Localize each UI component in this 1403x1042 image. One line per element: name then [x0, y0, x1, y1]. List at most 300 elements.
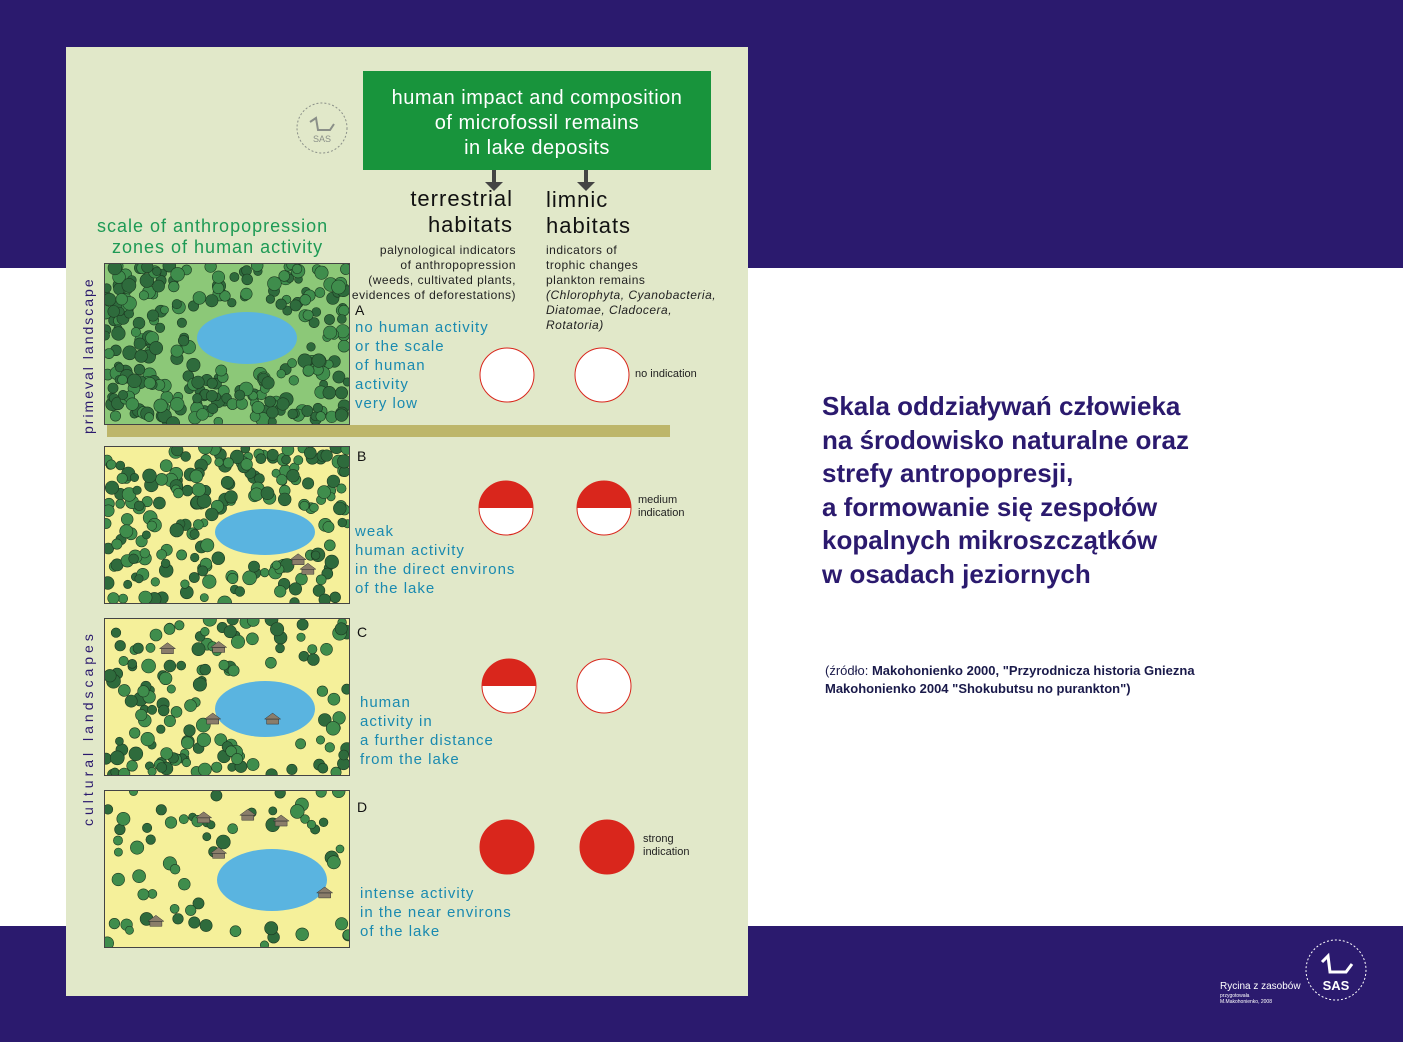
tree	[241, 288, 253, 300]
terrestrial-sub-3: (weeds, cultivated plants,	[368, 273, 516, 287]
tree	[153, 497, 165, 509]
row-c-letter: C	[357, 624, 368, 640]
tree	[133, 870, 146, 883]
tree	[230, 926, 241, 937]
row-a-line-5: very low	[355, 395, 419, 412]
tree	[215, 458, 224, 467]
tree	[246, 633, 258, 645]
polish-title-line-3: strefy antropopresji,	[822, 458, 1074, 488]
tree	[337, 484, 346, 493]
tree	[248, 561, 259, 572]
tree	[296, 739, 306, 749]
tree	[323, 521, 334, 532]
row-c-terrestrial-indicator	[479, 656, 539, 716]
tree	[318, 486, 331, 499]
indicator-empty-half	[479, 508, 533, 535]
row-a-line-1: no human activity	[355, 319, 489, 336]
tree	[335, 409, 348, 422]
tree	[198, 763, 211, 775]
limnic-subtitle	[546, 243, 716, 333]
tree	[108, 383, 118, 393]
lake	[217, 849, 327, 911]
row-d-limnic-indicator	[577, 817, 637, 877]
tree	[219, 660, 229, 670]
limnic-sub-5: Diatomae, Cladocera,	[546, 303, 673, 317]
tree	[121, 513, 133, 525]
tree	[139, 591, 152, 603]
medium-indication-label	[638, 494, 684, 520]
tree	[118, 390, 127, 399]
tree	[206, 390, 217, 401]
tree	[141, 732, 155, 746]
tree	[337, 455, 349, 468]
tree	[197, 409, 209, 421]
tree	[131, 327, 140, 336]
tree	[185, 700, 197, 712]
tree	[173, 488, 183, 498]
scale-label: scale of anthropopression	[97, 216, 329, 236]
tree	[133, 486, 141, 494]
tree	[192, 483, 205, 496]
tree	[157, 550, 167, 560]
tree	[247, 758, 259, 770]
sas-logo-icon	[294, 100, 350, 156]
tree	[223, 458, 233, 468]
tree	[193, 678, 206, 691]
tree	[252, 401, 264, 413]
tree	[326, 721, 340, 735]
tree	[182, 485, 193, 496]
tree	[117, 473, 127, 483]
strong-indication-line-1: strong	[643, 833, 674, 845]
tree	[289, 376, 299, 386]
strong-indication-label	[643, 833, 689, 859]
lake	[215, 681, 315, 737]
tree	[154, 399, 168, 413]
tree	[224, 625, 236, 637]
tree	[193, 394, 202, 403]
strong-indication-line-2: indication	[643, 846, 690, 858]
tree	[324, 314, 334, 324]
tree	[315, 288, 325, 298]
tree	[339, 750, 349, 760]
indicator-fill	[482, 659, 536, 686]
tree	[312, 354, 326, 368]
row-a-text	[355, 318, 489, 413]
polish-title-line-2: na środowisko naturalne oraz	[822, 424, 1189, 455]
tree	[150, 629, 162, 641]
indicator-empty-half	[482, 686, 536, 713]
row-a-line-3: of human	[355, 357, 426, 374]
tree	[307, 343, 316, 352]
row-a-line-4: activity	[355, 376, 409, 393]
tree	[118, 684, 130, 696]
tree	[324, 540, 335, 551]
tree	[130, 841, 143, 854]
tree	[302, 478, 313, 489]
tree	[151, 578, 160, 587]
tree	[158, 705, 169, 716]
row-b-terrestrial-indicator	[476, 478, 536, 538]
tree	[205, 508, 218, 521]
tree	[171, 267, 185, 281]
tree	[315, 266, 328, 279]
tree	[328, 693, 340, 705]
tree	[171, 706, 182, 717]
indicator-outline	[480, 820, 534, 874]
row-c-line-1: human	[360, 694, 411, 711]
tree	[228, 824, 238, 834]
tree	[261, 487, 274, 500]
tree	[310, 503, 319, 512]
tree	[112, 873, 125, 886]
tree	[200, 664, 211, 675]
tree	[267, 407, 279, 419]
sas-logo-bottom-text: SAS	[1322, 978, 1350, 993]
tree	[153, 267, 162, 276]
tree	[300, 501, 309, 510]
tree	[167, 685, 175, 693]
tree	[211, 791, 222, 801]
tree	[316, 736, 324, 744]
tree	[190, 470, 203, 483]
tree	[145, 413, 154, 422]
tree	[230, 272, 239, 281]
tree	[308, 645, 317, 654]
tree	[165, 817, 177, 829]
limnic-title	[546, 187, 631, 239]
tree	[110, 751, 124, 765]
tree	[170, 523, 184, 537]
tree	[142, 264, 154, 273]
tree	[181, 737, 193, 749]
tree	[205, 264, 217, 272]
limnic-sub-3: plankton remains	[546, 273, 646, 287]
tree	[105, 349, 114, 359]
tree	[164, 624, 175, 635]
tree	[235, 587, 245, 597]
row-b-line-2: human activity	[355, 542, 465, 559]
tree	[170, 397, 184, 411]
tree	[225, 491, 238, 504]
tree	[335, 623, 347, 635]
tree	[243, 571, 257, 585]
tree	[136, 709, 147, 720]
header-line-3: in lake deposits	[464, 137, 610, 159]
tree	[266, 295, 275, 304]
row-c-line-4: from the lake	[360, 751, 460, 768]
tree	[142, 531, 150, 539]
tree	[117, 812, 130, 825]
tree	[128, 659, 137, 668]
row-c-line-2: activity in	[360, 713, 433, 730]
tree	[241, 459, 253, 471]
divider-bar	[107, 425, 670, 437]
row-c-line-3: a further distance	[360, 732, 494, 749]
indicator-outline	[580, 820, 634, 874]
credit-text	[1220, 980, 1301, 1005]
polish-title-line-1: Skala oddziaływań człowieka	[822, 391, 1181, 421]
tree	[200, 919, 212, 931]
tree	[321, 450, 333, 462]
row-b-line-1: weak	[355, 523, 395, 540]
tree	[256, 454, 266, 464]
tree	[134, 338, 146, 350]
tree	[133, 643, 143, 653]
tree	[316, 412, 326, 422]
limnic-title-line-1: limnic	[546, 187, 609, 212]
row-d-letter: D	[357, 799, 368, 815]
tree	[316, 575, 326, 585]
tree	[323, 386, 336, 399]
tree	[142, 659, 156, 673]
tree	[128, 374, 142, 388]
tree	[192, 376, 205, 389]
tree	[148, 705, 157, 714]
tree	[173, 914, 184, 925]
source-note	[825, 662, 1195, 697]
tree	[144, 377, 155, 388]
tree	[303, 310, 313, 320]
tree	[288, 359, 297, 368]
tree	[301, 815, 310, 824]
tree	[119, 656, 128, 665]
tree	[317, 686, 328, 697]
tree	[294, 456, 303, 465]
tree	[282, 447, 294, 456]
tree	[265, 922, 278, 935]
tree	[119, 594, 128, 603]
tree	[170, 904, 179, 913]
indicator-outline	[575, 348, 629, 402]
tree	[190, 529, 199, 538]
tree	[221, 476, 233, 488]
tree	[324, 326, 337, 339]
tree	[135, 350, 148, 363]
tree	[319, 818, 328, 827]
tree	[212, 762, 222, 772]
zones-label: zones of human activity	[112, 237, 324, 257]
scene-c	[104, 618, 350, 776]
tree	[343, 378, 349, 386]
tree	[139, 291, 148, 300]
tree	[189, 917, 200, 928]
tree	[214, 417, 223, 424]
tree	[331, 767, 341, 775]
tree	[200, 594, 208, 602]
tree	[147, 521, 157, 531]
tree	[110, 411, 120, 421]
tree	[203, 575, 217, 589]
tree	[129, 554, 139, 564]
tree	[208, 404, 218, 414]
tree	[155, 323, 165, 333]
tree	[142, 823, 151, 832]
tree	[114, 848, 122, 856]
limnic-title-line-2: habitats	[546, 213, 632, 238]
tree	[116, 293, 128, 305]
source-prefix: (źródło:	[825, 663, 872, 678]
arrow-limnic-icon	[584, 170, 588, 184]
tree	[193, 292, 206, 305]
terrestrial-subtitle	[330, 243, 516, 303]
row-b-limnic-indicator	[574, 478, 634, 538]
sas-logo-text: SAS	[312, 134, 332, 144]
row-c-limnic-indicator	[574, 656, 634, 716]
polish-title-line-5: kopalnych mikroszczątków	[822, 525, 1158, 555]
tree	[338, 518, 347, 527]
tree	[156, 473, 168, 485]
medium-indication-line-2: indication	[638, 507, 685, 519]
tree	[143, 469, 157, 483]
tree	[201, 539, 214, 552]
row-b-letter: B	[357, 448, 367, 464]
tree	[276, 299, 287, 310]
row-a-line-2: or the scale	[355, 338, 445, 355]
scene-b	[104, 446, 350, 604]
tree	[109, 918, 120, 929]
tree	[265, 657, 276, 668]
terrestrial-title-line-2: habitats	[427, 212, 513, 237]
limnic-sub-4: (Chlorophyta, Cyanobacteria,	[546, 288, 717, 302]
tree	[206, 295, 218, 307]
tree	[325, 555, 339, 569]
tree	[197, 733, 211, 747]
tree	[278, 493, 291, 506]
tree	[189, 572, 199, 582]
tree	[277, 398, 290, 411]
terrestrial-sub-4: evidences of deforestations)	[351, 288, 516, 302]
tree	[125, 926, 133, 934]
tree	[105, 481, 118, 494]
tree	[337, 315, 346, 324]
indicator-outline	[480, 348, 534, 402]
row-a-letter: A	[355, 302, 365, 318]
tree	[277, 370, 286, 379]
tree	[138, 889, 149, 900]
tree	[105, 284, 111, 293]
tree	[127, 760, 138, 771]
tree	[300, 294, 311, 305]
tree	[107, 460, 116, 469]
tree	[216, 835, 230, 849]
tree	[111, 768, 119, 775]
tree	[105, 293, 116, 306]
tree	[311, 551, 320, 560]
tree	[339, 305, 350, 316]
tree	[129, 747, 143, 761]
tree	[327, 856, 340, 869]
tree	[134, 364, 145, 375]
tree	[304, 447, 316, 459]
tree	[288, 409, 298, 419]
tree	[105, 669, 116, 682]
tree	[340, 264, 349, 275]
tree	[303, 365, 314, 376]
tree	[178, 878, 190, 890]
tree	[213, 283, 224, 294]
tree	[319, 594, 331, 603]
tree	[296, 928, 309, 941]
row-b-line-4: of the lake	[355, 580, 436, 597]
tree	[269, 807, 277, 815]
tree	[115, 737, 123, 745]
tree	[235, 390, 245, 400]
arrow-terrestrial-icon	[492, 170, 496, 184]
tree	[171, 345, 183, 357]
cultural-landscapes-label: cultural landscapes	[80, 630, 96, 826]
header-box	[363, 71, 711, 170]
tree	[262, 377, 274, 389]
tree	[182, 758, 190, 766]
credit-line-3: M.Makohonienko, 2008	[1220, 999, 1272, 1005]
tree	[122, 278, 136, 292]
limnic-sub-2: trophic changes	[546, 258, 639, 272]
tree	[207, 378, 217, 388]
tree	[148, 767, 156, 775]
tree	[159, 672, 172, 685]
tree	[105, 505, 114, 517]
no-indication-label: no indication	[635, 368, 697, 380]
tree	[157, 725, 166, 734]
tree	[108, 264, 122, 275]
tree	[125, 695, 137, 707]
header-line-1: human impact and composition	[391, 87, 683, 109]
tree	[201, 627, 210, 636]
tree	[212, 271, 224, 283]
polish-title-line-4: a formowanie się zespołów	[822, 491, 1158, 522]
tree	[181, 580, 190, 589]
tree	[290, 300, 301, 311]
tree	[279, 271, 290, 282]
row-d-line-3: of the lake	[360, 923, 441, 940]
scene-d	[104, 790, 350, 948]
tree	[116, 499, 125, 508]
row-c-text	[360, 693, 494, 769]
tree	[175, 621, 184, 630]
tree	[146, 643, 155, 652]
limnic-sub-6: Rotatoria)	[546, 318, 604, 332]
tree	[161, 306, 169, 314]
tree	[297, 633, 305, 641]
tree	[161, 559, 170, 568]
primeval-landscape-label: primeval landscape	[80, 277, 96, 434]
tree	[153, 280, 165, 292]
indicator-empty-half	[577, 508, 631, 535]
tree	[321, 643, 333, 655]
tree	[276, 644, 285, 653]
tree	[308, 654, 320, 666]
tree	[138, 686, 149, 697]
tree	[265, 396, 276, 407]
tree	[123, 346, 137, 360]
tree	[242, 274, 253, 285]
indicator-fill	[577, 481, 631, 508]
polish-title	[822, 390, 1189, 591]
tree	[170, 864, 180, 874]
tree	[116, 461, 125, 470]
terrestrial-title-line-1: terrestrial	[410, 186, 513, 211]
tree	[118, 375, 128, 385]
tree	[292, 264, 302, 274]
tree	[160, 460, 172, 472]
tree	[105, 805, 113, 815]
source-ref-1: Makohonienko 2000, "Przyrodnicza historia Gniezna	[871, 663, 1195, 678]
terrestrial-title	[395, 186, 513, 238]
credit-line-1: Rycina z zasobów	[1220, 981, 1301, 992]
row-d-text	[360, 884, 512, 941]
tree	[332, 280, 346, 294]
